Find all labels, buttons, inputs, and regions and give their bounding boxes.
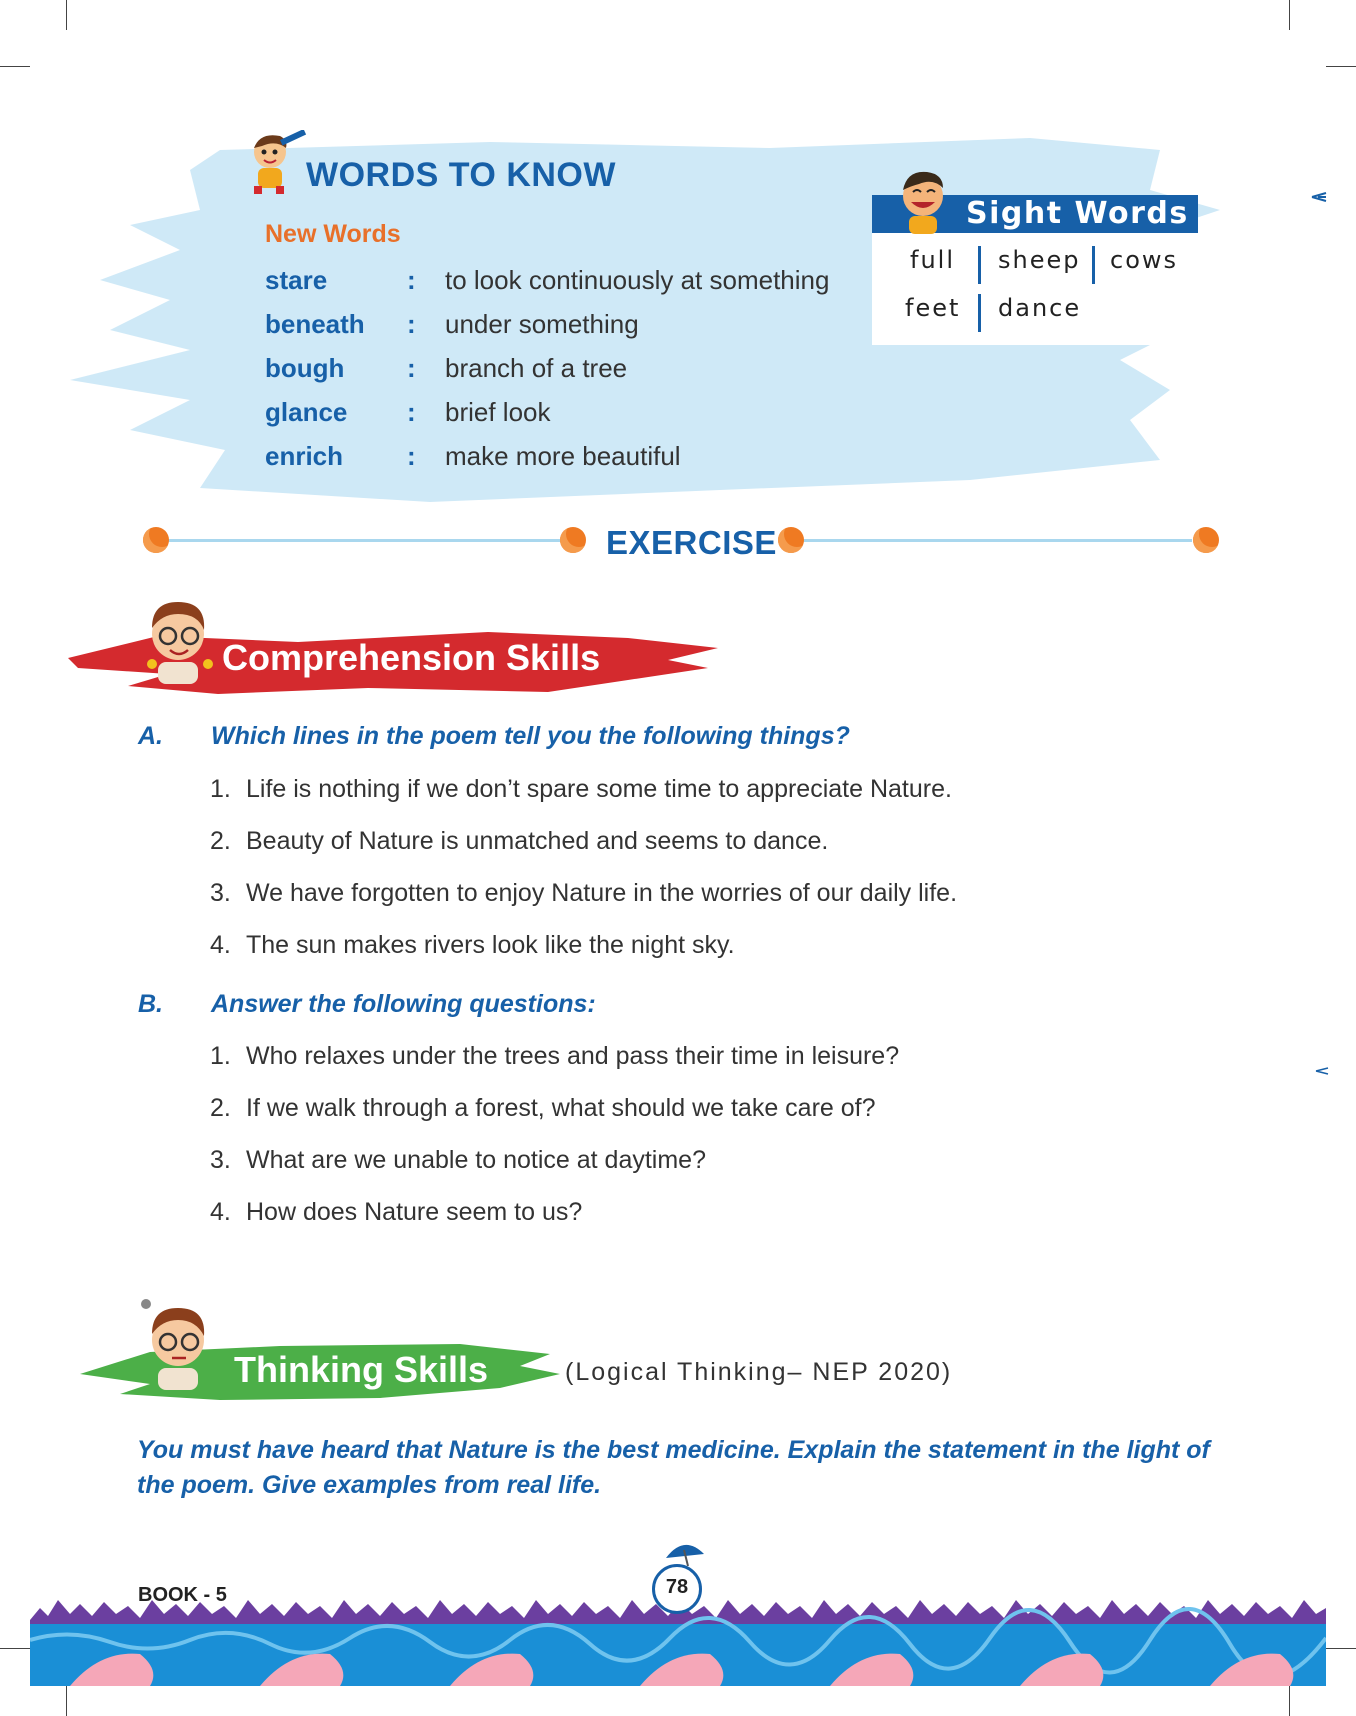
new-words-label: New Words xyxy=(265,220,401,248)
sight-words-boy-icon xyxy=(893,166,955,234)
thinking-girl-mascot-icon xyxy=(138,1296,222,1392)
vocab-entry xyxy=(265,441,885,485)
sight-word-divider xyxy=(978,294,981,332)
item-text: The sun makes rivers look like the night sky. xyxy=(246,931,735,959)
item-text: Life is nothing if we don’t spare some time to appreciate Nature. xyxy=(246,775,952,803)
book-label: BOOK - 5 xyxy=(138,1584,227,1606)
section-b-question: Answer the following questions: xyxy=(211,990,596,1018)
sight-word: cows xyxy=(1110,246,1179,274)
vocab-meaning: branch of a tree xyxy=(445,353,628,383)
thinking-question: You must have heard that Nature is the best medicine. Explain the statement in the light of the poem. Give examples from real life. xyxy=(137,1436,1210,1499)
sight-words-title: Sight Words xyxy=(966,196,1189,231)
crop-mark xyxy=(66,1686,67,1716)
vocab-word: enrich xyxy=(265,441,344,471)
vocab-separator: : xyxy=(407,353,416,383)
boy-mascot-icon xyxy=(240,130,308,194)
vocab-meaning: to look continuously at something xyxy=(445,265,830,295)
item-number: 4. xyxy=(210,931,231,959)
exercise-line-right xyxy=(794,539,1192,542)
item-number: 1. xyxy=(210,1042,231,1070)
orange-dot-icon xyxy=(778,527,804,553)
vocab-separator: : xyxy=(407,309,416,339)
registration-mark-icon xyxy=(1310,190,1330,204)
item-text: Beauty of Nature is unmatched and seems to dance. xyxy=(246,827,829,855)
sight-word: dance xyxy=(998,294,1082,322)
vocab-entry xyxy=(265,265,885,309)
registration-mark-icon xyxy=(1314,1066,1330,1076)
item-number: 3. xyxy=(210,879,231,907)
item-number: 1. xyxy=(210,775,231,803)
sight-word: sheep xyxy=(998,246,1081,274)
thinking-note: (Logical Thinking– NEP 2020) xyxy=(565,1358,953,1386)
item-text: If we walk through a forest, what should we take care of? xyxy=(246,1094,876,1122)
sight-word: full xyxy=(910,246,955,274)
crop-mark xyxy=(66,0,67,30)
orange-dot-icon xyxy=(560,527,586,553)
vocab-word: bough xyxy=(265,353,345,383)
item-number: 4. xyxy=(210,1198,231,1226)
vocab-separator: : xyxy=(407,397,416,427)
exercise-title: EXERCISE xyxy=(606,524,777,561)
thinking-skills-title: Thinking Skills xyxy=(234,1349,489,1390)
vocab-entry xyxy=(265,397,885,441)
sight-word: feet xyxy=(905,294,961,322)
vocab-entry xyxy=(265,309,885,353)
sight-word-divider xyxy=(978,246,981,284)
umbrella-icon xyxy=(662,1540,708,1568)
vocab-entry xyxy=(265,353,885,397)
section-a-question: Which lines in the poem tell you the following things? xyxy=(211,722,850,750)
item-text: We have forgotten to enjoy Nature in the worries of our daily life. xyxy=(246,879,958,907)
section-b-label: B. xyxy=(138,990,163,1018)
vocab-meaning: brief look xyxy=(445,397,551,427)
orange-dot-icon xyxy=(143,527,169,553)
vocab-word: beneath xyxy=(265,309,365,339)
crop-mark xyxy=(0,1648,30,1649)
girl-mascot-icon xyxy=(138,594,222,686)
crop-mark xyxy=(1326,1648,1356,1649)
orange-dot-icon xyxy=(1193,527,1219,553)
page-number: 78 xyxy=(665,1576,689,1598)
item-text: Who relaxes under the trees and pass their time in leisure? xyxy=(246,1042,900,1070)
vocab-separator: : xyxy=(407,441,416,471)
crop-mark xyxy=(1289,1686,1290,1716)
item-number: 3. xyxy=(210,1146,231,1174)
vocab-separator: : xyxy=(407,265,416,295)
item-text: What are we unable to notice at daytime? xyxy=(246,1146,706,1174)
crop-mark xyxy=(0,66,30,67)
vocab-word: stare xyxy=(265,265,328,295)
words-to-know-title: WORDS TO KNOW xyxy=(306,156,616,194)
crop-mark xyxy=(1326,66,1356,67)
comprehension-skills-title: Comprehension Skills xyxy=(222,637,601,678)
sight-word-divider xyxy=(1092,246,1095,284)
exercise-line-left xyxy=(168,539,561,542)
vocab-meaning: make more beautiful xyxy=(445,441,681,471)
section-a-label: A. xyxy=(138,722,163,750)
item-number: 2. xyxy=(210,827,231,855)
vocab-meaning: under something xyxy=(445,309,639,339)
item-text: How does Nature seem to us? xyxy=(246,1198,583,1226)
crop-mark xyxy=(1289,0,1290,30)
item-number: 2. xyxy=(210,1094,231,1122)
vocab-word: glance xyxy=(265,397,348,427)
